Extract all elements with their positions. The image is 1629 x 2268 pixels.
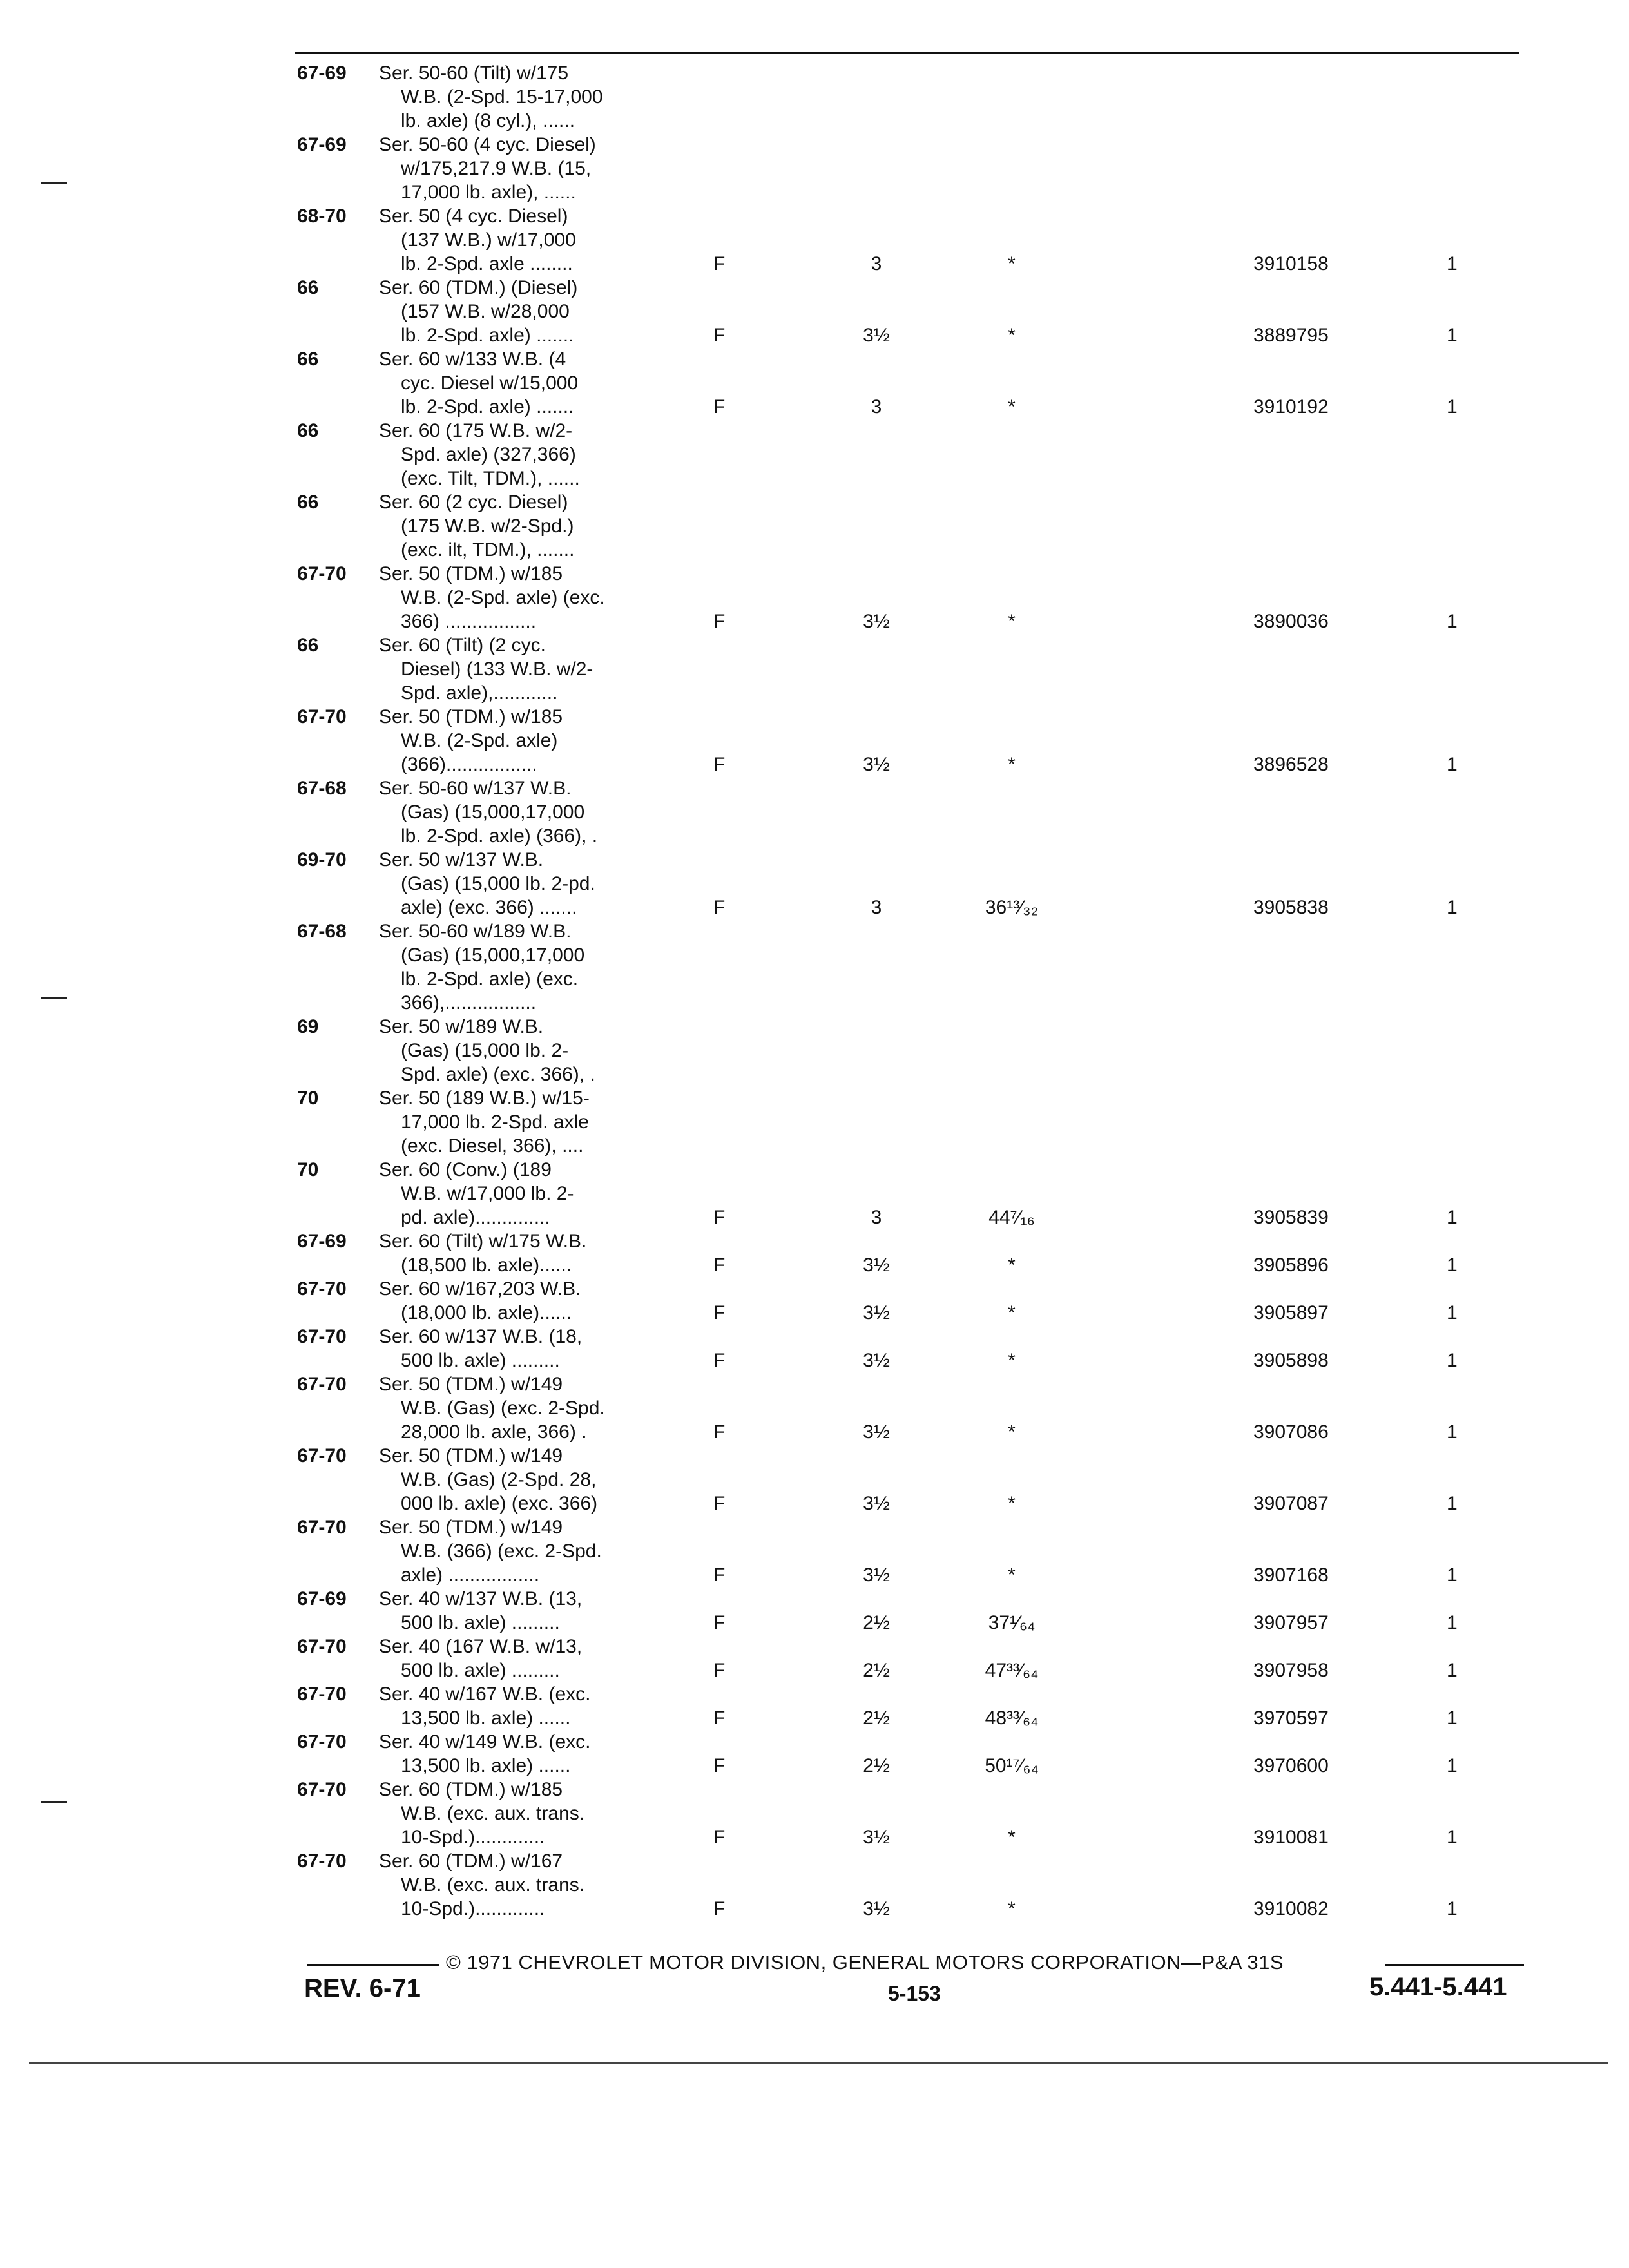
description-line: lb. 2-Spd. axle) ....... (401, 396, 574, 418)
description-line: 366),................. (401, 992, 537, 1014)
row-size: 2½ (863, 1612, 890, 1633)
description-line: Ser. 60 w/137 W.B. (18, (379, 1326, 583, 1347)
description-line: lb. axle) (8 cyl.), ...... (401, 110, 575, 131)
row-year: 69 (297, 1016, 319, 1037)
row-part-number: 3910081 (1253, 1827, 1329, 1848)
row-length: 48³³⁄₆₄ (985, 1707, 1039, 1729)
row-quantity: 1 (1447, 1254, 1458, 1276)
row-description (379, 1158, 650, 1229)
row-description (379, 347, 650, 419)
row-quantity: 1 (1447, 253, 1458, 274)
description-line: (Gas) (15,000 lb. 2-pd. (401, 873, 595, 894)
row-length: * (1008, 1254, 1016, 1276)
description-line: Ser. 50 w/189 W.B. (379, 1016, 544, 1037)
margin-mark (41, 182, 67, 184)
row-size: 3 (871, 897, 882, 918)
row-part-number: 3905839 (1253, 1207, 1329, 1228)
row-size: 3½ (863, 1493, 890, 1514)
row-quantity: 1 (1447, 1302, 1458, 1323)
row-size: 3½ (863, 611, 890, 632)
row-size: 3½ (863, 1350, 890, 1371)
row-year: 67-70 (297, 563, 347, 584)
row-quantity: 1 (1447, 1421, 1458, 1443)
row-part-number: 3910082 (1253, 1898, 1329, 1919)
description-line: (exc. ilt, TDM.), ....... (401, 539, 575, 561)
row-description (379, 1515, 650, 1587)
description-line: lb. 2-Spd. axle ........ (401, 253, 573, 274)
row-quantity: 1 (1447, 1707, 1458, 1729)
row-part-number: 3970600 (1253, 1755, 1329, 1776)
row-year: 67-70 (297, 1779, 347, 1800)
row-description (379, 1277, 650, 1325)
description-line: (175 W.B. w/2-Spd.) (401, 515, 574, 537)
description-line: 13,500 lb. axle) ...... (401, 1755, 571, 1776)
description-line: W.B. w/17,000 lb. 2- (401, 1183, 574, 1204)
description-line: Ser. 50 (TDM.) w/149 (379, 1445, 563, 1466)
row-description (379, 419, 650, 490)
row-size: 3½ (863, 1254, 890, 1276)
description-line: (366)................. (401, 754, 537, 775)
description-line: 10-Spd.)............. (401, 1898, 545, 1919)
row-year: 70 (297, 1159, 319, 1180)
description-line: Ser. 50 (189 W.B.) w/15- (379, 1088, 590, 1109)
margin-mark (41, 1801, 67, 1803)
row-quantity: 1 (1447, 1898, 1458, 1919)
description-line: W.B. (exc. aux. trans. (401, 1874, 585, 1896)
description-line: Diesel) (133 W.B. w/2- (401, 658, 593, 680)
row-flag: F (713, 1254, 726, 1276)
description-line: 17,000 lb. axle), ...... (401, 182, 576, 203)
description-line: Ser. 50 (TDM.) w/149 (379, 1374, 563, 1395)
description-line: lb. 2-Spd. axle) (366), . (401, 825, 598, 847)
row-year: 67-69 (297, 1588, 347, 1610)
row-description (379, 61, 650, 133)
row-length: * (1008, 611, 1016, 632)
row-size: 2½ (863, 1755, 890, 1776)
description-line: 500 lb. axle) ......... (401, 1350, 560, 1371)
description-line: Ser. 60 w/133 W.B. (4 (379, 349, 566, 370)
description-line: Ser. 60 (TDM.) (Diesel) (379, 277, 578, 298)
row-year: 66 (297, 277, 319, 298)
description-line: Ser. 60 w/167,203 W.B. (379, 1278, 581, 1300)
margin-mark (41, 997, 67, 999)
description-line: Spd. axle) (exc. 366), . (401, 1064, 595, 1085)
row-flag: F (713, 1302, 726, 1323)
footer-rule-left (307, 1964, 439, 1966)
row-length: * (1008, 1350, 1016, 1371)
description-line: 500 lb. axle) ......... (401, 1612, 560, 1633)
row-quantity: 1 (1447, 1755, 1458, 1776)
description-line: axle) ................. (401, 1564, 540, 1586)
row-year: 68-70 (297, 206, 347, 227)
row-part-number: 3905896 (1253, 1254, 1329, 1276)
row-year: 67-69 (297, 62, 347, 84)
row-flag: F (713, 1660, 726, 1681)
description-line: Ser. 50-60 (4 cyc. Diesel) (379, 134, 596, 155)
description-line: Ser. 50-60 (Tilt) w/175 (379, 62, 569, 84)
row-description (379, 705, 650, 776)
description-line: Ser. 60 (175 W.B. w/2- (379, 420, 573, 441)
row-length: * (1008, 1302, 1016, 1323)
description-line: (137 W.B.) w/17,000 (401, 229, 576, 251)
row-length: * (1008, 1827, 1016, 1848)
row-year: 67-70 (297, 1326, 347, 1347)
row-quantity: 1 (1447, 897, 1458, 918)
row-size: 3½ (863, 1827, 890, 1848)
row-quantity: 1 (1447, 1612, 1458, 1633)
copyright-line: © 1971 CHEVROLET MOTOR DIVISION, GENERAL MOTORS CORPORATION—P&A 31S (446, 1951, 1284, 1974)
row-description (379, 562, 650, 633)
row-quantity: 1 (1447, 1827, 1458, 1848)
row-year: 67-70 (297, 1374, 347, 1395)
row-size: 2½ (863, 1660, 890, 1681)
top-rule (295, 52, 1519, 54)
row-quantity: 1 (1447, 611, 1458, 632)
description-line: Ser. 60 (2 cyc. Diesel) (379, 492, 568, 513)
description-line: cyc. Diesel w/15,000 (401, 372, 579, 394)
row-flag: F (713, 1493, 726, 1514)
footer-rule-right (1385, 1964, 1524, 1966)
row-length: * (1008, 325, 1016, 346)
row-flag: F (713, 1350, 726, 1371)
row-length: 44⁷⁄₁₆ (988, 1207, 1035, 1228)
row-part-number: 3905897 (1253, 1302, 1329, 1323)
row-flag: F (713, 1564, 726, 1586)
row-year: 66 (297, 492, 319, 513)
description-line: (Gas) (15,000,17,000 (401, 945, 585, 966)
description-line: Ser. 50 (TDM.) w/185 (379, 706, 563, 727)
row-year: 67-69 (297, 134, 347, 155)
row-description (379, 1444, 650, 1515)
row-quantity: 1 (1447, 754, 1458, 775)
row-description (379, 1778, 650, 1849)
row-year: 67-70 (297, 706, 347, 727)
row-flag: F (713, 1755, 726, 1776)
row-length: * (1008, 396, 1016, 418)
row-description (379, 1730, 650, 1778)
row-length: 50¹⁷⁄₆₄ (985, 1755, 1039, 1776)
row-year: 67-70 (297, 1278, 347, 1300)
row-flag: F (713, 325, 726, 346)
row-description (379, 1015, 650, 1086)
row-quantity: 1 (1447, 325, 1458, 346)
row-part-number: 3907168 (1253, 1564, 1329, 1586)
row-description (379, 1372, 650, 1444)
description-line: (18,000 lb. axle)...... (401, 1302, 572, 1323)
description-line: Ser. 40 (167 W.B. w/13, (379, 1636, 583, 1657)
description-line: (157 W.B. w/28,000 (401, 301, 570, 322)
revision-label: REV. 6-71 (304, 1974, 421, 2003)
description-line: Spd. axle) (327,366) (401, 444, 576, 465)
row-year: 70 (297, 1088, 319, 1109)
description-line: 000 lb. axle) (exc. 366) (401, 1493, 598, 1514)
row-length: 36¹³⁄₃₂ (985, 897, 1039, 918)
row-description (379, 1682, 650, 1730)
description-line: W.B. (Gas) (2-Spd. 28, (401, 1469, 597, 1490)
description-line: lb. 2-Spd. axle) (exc. (401, 968, 579, 990)
row-size: 3½ (863, 1421, 890, 1443)
description-line: w/175,217.9 W.B. (15, (401, 158, 592, 179)
description-line: (Gas) (15,000 lb. 2- (401, 1040, 569, 1061)
row-description (379, 490, 650, 562)
bottom-rule (29, 2062, 1608, 2064)
row-flag: F (713, 396, 726, 418)
section-number: 5.441-5.441 (1369, 1973, 1507, 2001)
row-year: 67-70 (297, 1636, 347, 1657)
description-line: W.B. (366) (exc. 2-Spd. (401, 1541, 602, 1562)
row-size: 3 (871, 253, 882, 274)
description-line: Ser. 60 (Tilt) (2 cyc. (379, 635, 546, 656)
description-line: (exc. Diesel, 366), .... (401, 1135, 584, 1157)
row-length: 47³³⁄₆₄ (985, 1660, 1039, 1681)
row-description (379, 133, 650, 204)
description-line: Ser. 50 w/137 W.B. (379, 849, 544, 870)
description-line: Spd. axle),............ (401, 682, 558, 704)
description-line: W.B. (Gas) (exc. 2-Spd. (401, 1398, 605, 1419)
row-flag: F (713, 1421, 726, 1443)
row-size: 3½ (863, 754, 890, 775)
row-size: 3½ (863, 1564, 890, 1586)
description-line: 366) ................. (401, 611, 537, 632)
row-length: 37¹⁄₆₄ (988, 1612, 1036, 1633)
description-line: (exc. Tilt, TDM.), ...... (401, 468, 580, 489)
row-year: 67-70 (297, 1445, 347, 1466)
description-line: Ser. 50-60 w/137 W.B. (379, 778, 572, 799)
row-flag: F (713, 611, 726, 632)
row-length: * (1008, 1898, 1016, 1919)
description-line: Ser. 40 w/167 W.B. (exc. (379, 1684, 591, 1705)
row-description (379, 1849, 650, 1921)
row-flag: F (713, 1827, 726, 1848)
description-line: Ser. 40 w/137 W.B. (13, (379, 1588, 583, 1610)
description-line: W.B. (2-Spd. axle) (401, 730, 558, 751)
row-part-number: 3905898 (1253, 1350, 1329, 1371)
row-part-number: 3889795 (1253, 325, 1329, 346)
row-part-number: 3910158 (1253, 253, 1329, 274)
page-number: 5-153 (888, 1982, 941, 2005)
description-line: (18,500 lb. axle)...... (401, 1254, 572, 1276)
row-part-number: 3907086 (1253, 1421, 1329, 1443)
description-line: 10-Spd.)............. (401, 1827, 545, 1848)
row-description (379, 1325, 650, 1372)
row-size: 3½ (863, 1302, 890, 1323)
row-description (379, 276, 650, 347)
row-flag: F (713, 1707, 726, 1729)
row-flag: F (713, 253, 726, 274)
row-description (379, 1587, 650, 1635)
description-line: 28,000 lb. axle, 366) . (401, 1421, 587, 1443)
description-line: Ser. 60 (TDM.) w/167 (379, 1850, 563, 1872)
row-flag: F (713, 897, 726, 918)
row-year: 67-70 (297, 1731, 347, 1753)
description-line: 500 lb. axle) ......... (401, 1660, 560, 1681)
row-year: 67-70 (297, 1684, 347, 1705)
row-size: 3 (871, 396, 882, 418)
row-length: * (1008, 1421, 1016, 1443)
row-part-number: 3907957 (1253, 1612, 1329, 1633)
row-size: 2½ (863, 1707, 890, 1729)
row-part-number: 3896528 (1253, 754, 1329, 775)
row-year: 67-70 (297, 1850, 347, 1872)
row-quantity: 1 (1447, 1660, 1458, 1681)
description-line: Ser. 50 (TDM.) w/185 (379, 563, 563, 584)
description-line: Ser. 50 (TDM.) w/149 (379, 1517, 563, 1538)
row-part-number: 3910192 (1253, 396, 1329, 418)
row-year: 66 (297, 349, 319, 370)
row-part-number: 3907958 (1253, 1660, 1329, 1681)
row-length: * (1008, 1493, 1016, 1514)
description-line: 17,000 lb. 2-Spd. axle (401, 1111, 589, 1133)
row-description (379, 1086, 650, 1158)
row-description (379, 776, 650, 848)
row-part-number: 3890036 (1253, 611, 1329, 632)
row-length: * (1008, 253, 1016, 274)
row-description (379, 919, 650, 1015)
description-line: (Gas) (15,000,17,000 (401, 802, 585, 823)
row-size: 3½ (863, 325, 890, 346)
description-line: 13,500 lb. axle) ...... (401, 1707, 571, 1729)
row-part-number: 3905838 (1253, 897, 1329, 918)
row-quantity: 1 (1447, 396, 1458, 418)
row-flag: F (713, 1612, 726, 1633)
description-line: W.B. (exc. aux. trans. (401, 1803, 585, 1824)
row-year: 69-70 (297, 849, 347, 870)
row-quantity: 1 (1447, 1493, 1458, 1514)
row-description (379, 633, 650, 705)
description-line: Ser. 60 (Conv.) (189 (379, 1159, 552, 1180)
row-year: 67-68 (297, 921, 347, 942)
description-line: lb. 2-Spd. axle) ....... (401, 325, 574, 346)
row-part-number: 3970597 (1253, 1707, 1329, 1729)
description-line: Ser. 60 (Tilt) w/175 W.B. (379, 1231, 587, 1252)
row-year: 66 (297, 420, 319, 441)
description-line: Ser. 50 (4 cyc. Diesel) (379, 206, 568, 227)
row-size: 3 (871, 1207, 882, 1228)
row-year: 67-68 (297, 778, 347, 799)
row-year: 67-69 (297, 1231, 347, 1252)
row-year: 67-70 (297, 1517, 347, 1538)
row-quantity: 1 (1447, 1350, 1458, 1371)
description-line: Ser. 40 w/149 W.B. (exc. (379, 1731, 591, 1753)
row-flag: F (713, 1207, 726, 1228)
row-description (379, 204, 650, 276)
description-line: W.B. (2-Spd. 15-17,000 (401, 86, 603, 108)
row-description (379, 848, 650, 919)
description-line: Ser. 60 (TDM.) w/185 (379, 1779, 563, 1800)
description-line: W.B. (2-Spd. axle) (exc. (401, 587, 605, 608)
row-description (379, 1229, 650, 1277)
description-line: pd. axle).............. (401, 1207, 550, 1228)
row-size: 3½ (863, 1898, 890, 1919)
row-length: * (1008, 754, 1016, 775)
row-flag: F (713, 754, 726, 775)
row-part-number: 3907087 (1253, 1493, 1329, 1514)
row-flag: F (713, 1898, 726, 1919)
description-line: axle) (exc. 366) ....... (401, 897, 577, 918)
row-length: * (1008, 1564, 1016, 1586)
description-line: Ser. 50-60 w/189 W.B. (379, 921, 572, 942)
row-quantity: 1 (1447, 1207, 1458, 1228)
row-quantity: 1 (1447, 1564, 1458, 1586)
row-year: 66 (297, 635, 319, 656)
row-description (379, 1635, 650, 1682)
